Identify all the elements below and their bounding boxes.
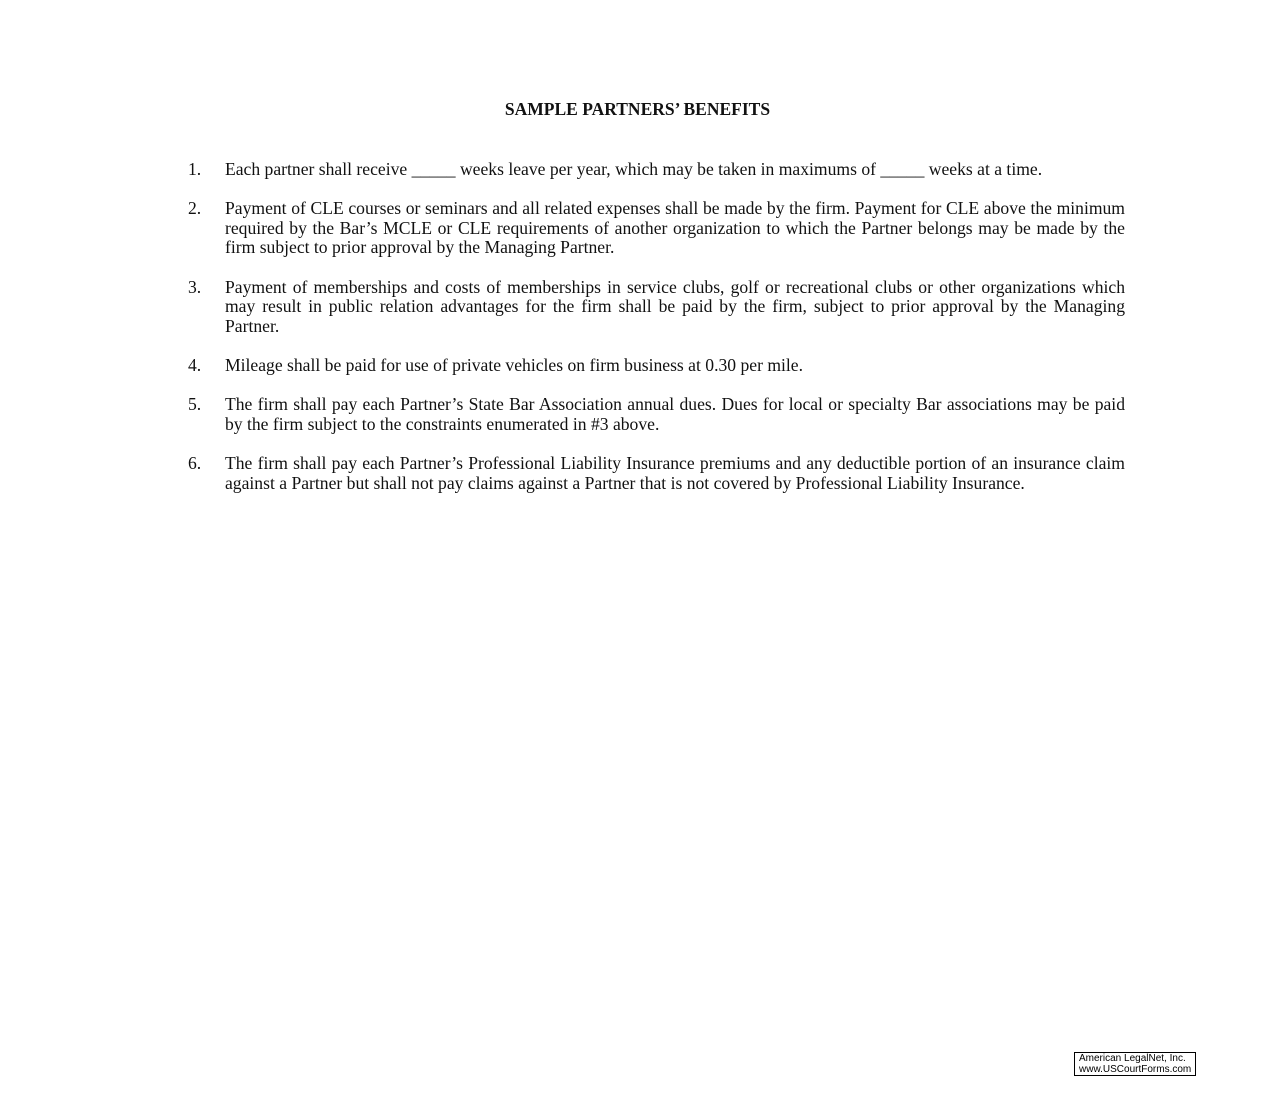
benefits-list — [188, 160, 1125, 513]
list-item — [188, 160, 1125, 180]
item-text: The firm shall pay each Partner’s Professional Liability Insurance premiums and any deductible portion of an insurance claim against a Partner but shall not pay claims against a Partner that is not covered by Professional Liability Insurance. — [225, 452, 1125, 493]
list-item — [188, 454, 1125, 493]
item-number: 1. — [188, 159, 202, 179]
item-number: 3. — [188, 276, 202, 297]
item-number: 4. — [188, 354, 202, 375]
item-text: The firm shall pay each Partner’s State Bar Association annual dues. Dues for local or specialty Bar associations may be paid by the firm subject to the constraints enumerated in #3 above. — [225, 394, 1125, 434]
item-number: 6. — [188, 452, 202, 473]
item-number: 2. — [188, 198, 202, 219]
list-item — [188, 199, 1125, 258]
item-number: 5. — [188, 394, 202, 415]
item-text: Each partner shall receive _____ weeks leave per year, which may be taken in maximums of _____ weeks at a time. — [225, 159, 1043, 179]
footer-website: www.USCourtForms.com — [1079, 1064, 1192, 1075]
item-text: Payment of memberships and costs of memberships in service clubs, golf or recreational clubs or other organizations which may result in public relation advantages for the firm shall be paid by the firm, subject to prior approval by the Managing Partner. — [225, 276, 1125, 336]
footer-company: American LegalNet, Inc. — [1079, 1053, 1186, 1064]
item-text: Mileage shall be paid for use of private vehicles on firm business at 0.30 per mile. — [225, 354, 803, 375]
list-item — [188, 278, 1125, 337]
footer-credit-box — [1074, 1052, 1196, 1076]
document-title: SAMPLE PARTNERS’ BENEFITS — [504, 99, 771, 119]
item-text: Payment of CLE courses or seminars and all related expenses shall be made by the firm. Payment for CLE above the minimum required by the Bar’s MCLE or CLE requirements of another organization to which the Partner belongs may be made by the firm subject to prior approval by the Managing Partner. — [225, 198, 1125, 258]
list-item — [188, 395, 1125, 434]
list-item — [188, 356, 1125, 376]
